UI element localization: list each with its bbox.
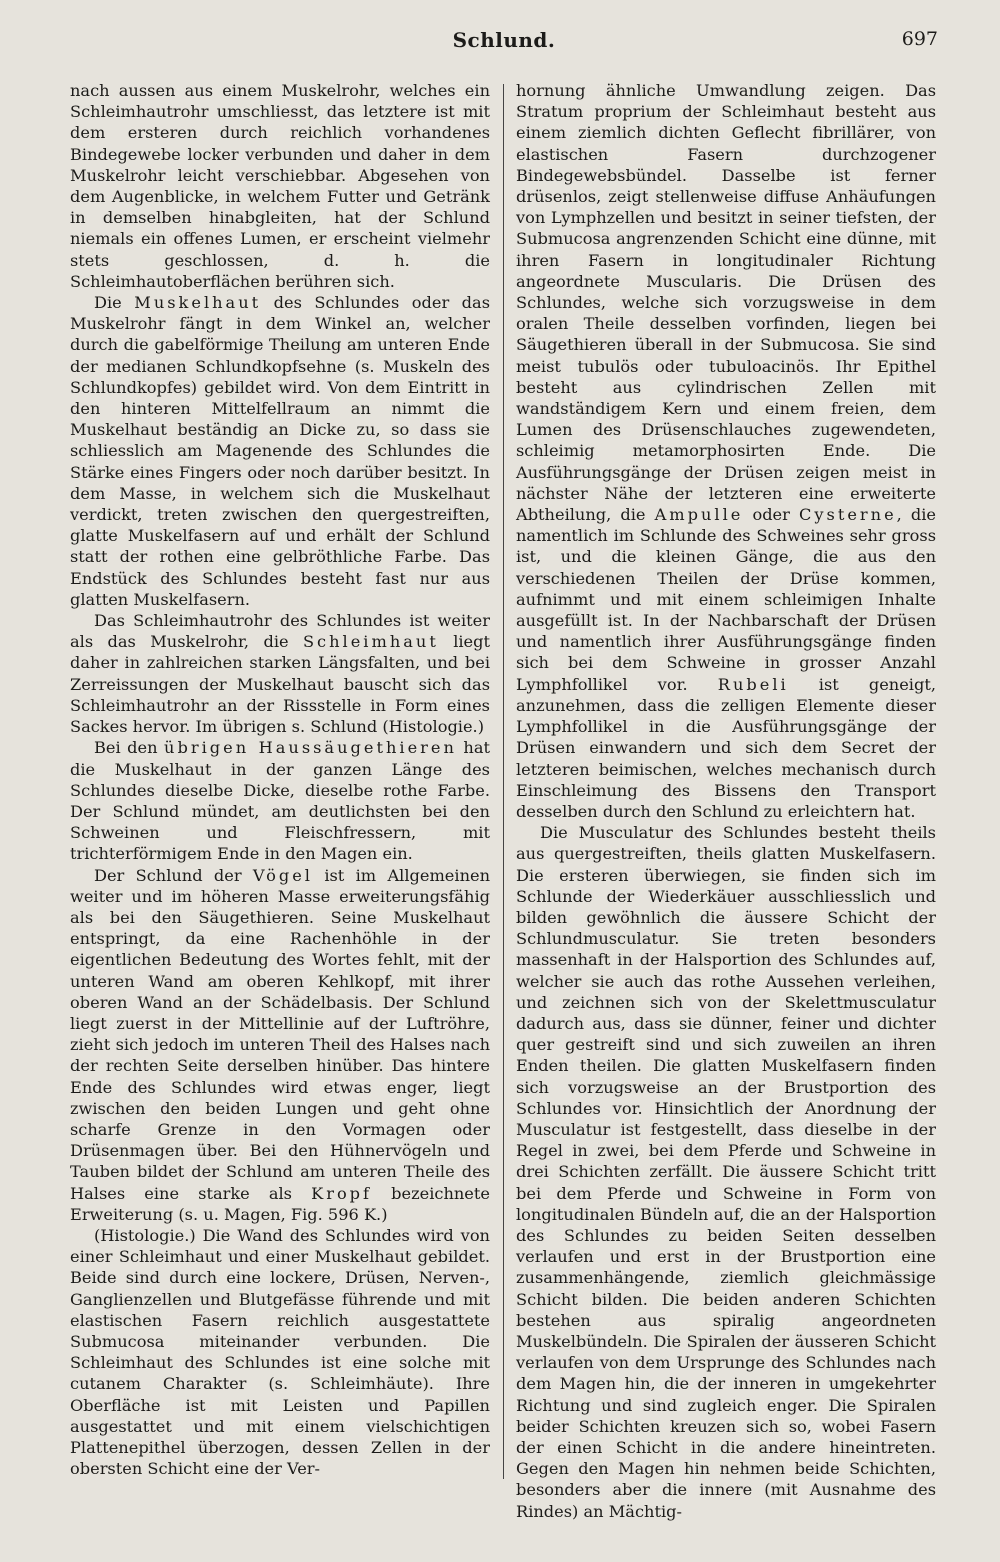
emphasized-term: Kropf [311,1183,373,1203]
column-divider [503,84,504,1479]
emphasized-term: Schleimhaut [302,632,439,652]
emphasized-term: Rubeli [717,674,789,694]
page-number: 697 [901,28,938,50]
paragraph: hornung ähnliche Umwandlung zeigen. Das Stratum proprium der Schleimhaut besteht aus einem ziemlich dichten Geflecht fibrillärer, von elastischen Fasern durchzogener Bindegewebsbündel. Dasselbe ist ferner drüsenlos, zeigt stellenweise diffuse Anhäufungen von Lymphzellen und besitzt in seiner tiefsten, der Submucosa angrenzenden Schicht eine dünne, mit ihren Fasern in longitudinaler Richtung angeordnete Muscularis. Die Drüsen des Schlundes, welche sich vorzugsweise in dem oralen Theile desselben vorfinden, liegen bei Säugethieren überall in der Submucosa. Sie sind meist tubulös oder tubuloacinös. Ihr Epithel besteht aus cylindrischen Zellen mit wandständigem Kern und einem freien, dem Lumen des Drüsenschlauches zugewendeten, schleimig metamorphosirten Ende. Die Ausführungsgänge der Drüsen zeigen meist in nächster Nähe der letzteren eine erweiterte Abtheilung, die Ampulle oder Cysterne, die namentlich im Schlunde des Schweines sehr gross ist, und die kleinen Gänge, die aus den verschiedenen Theilen der Drüse kommen, aufnimmt und mit einem schleimigen Inhalte ausgefüllt ist. In der Nachbarschaft der Drüsen und namentlich ihrer Ausführungsgänge finden sich bei dem Schweine in grosser Anzahl Lymphfollikel vor. Rubeli ist geneigt, anzunehmen, dass die zelligen Elemente dieser Lymphfollikel in die Ausführungsgänge der Drüsen einwandern und sich dem Secret der letzteren beimischen, welches mechanisch durch Einschleimung des Bissens den Transport desselben durch den Schlund zu erleichtern hat. [516,81,937,821]
paragraph: nach aussen aus einem Muskelrohr, welches ein Schleimhautrohr umschliesst, das letztere ist mit dem ersteren durch reichlich vorhandenes Bindegewebe locker verbunden und daher in dem Muskelrohr leicht verschiebbar. Abgesehen von dem Augenblicke, in welchem Futter und Getränk in demselben hinabgleiten, hat der Schlund niemals ein offenes Lumen, er erscheint vielmehr stets geschlossen, d. h. die Schleimhautoberflächen berühren sich. [70,81,490,291]
paragraph: (Histologie.) Die Wand des Schlundes wird von einer Schleimhaut und einer Muskelhaut gebildet. Beide sind durch eine lockere, Drüsen, Nerven-, Ganglienzellen und Blutgefässe führende und mit elastischen Fasern reichlich ausgestattete Submucosa miteinander verbunden. Die Schleimhaut des Schlundes ist eine solche mit cutanem Charakter (s. Schleimhäute). Ihre Oberfläche ist mit Leisten und Papillen ausgestattet und mit einem vielschichtigen Plattenepithel überzogen, dessen Zellen in der obersten Schicht eine der Ver- [70,1225,490,1479]
emphasized-term: übrigen Haussäugethieren [164,738,457,758]
paragraph: Die Muskelhaut des Schlundes oder das Muskelrohr fängt in dem Winkel an, welcher durch die gabelförmige Theilung am unteren Ende der medianen Schlundkopfsehne (s. Muskeln des Schlundkopfes) gebildet wird. Von dem Eintritt in den hinteren Mittelfellraum an nimmt die Muskelhaut beständig an Dicke zu, so dass sie schliesslich am Magenende des Schlundes die Stärke eines Fingers oder noch darüber besitzt. In dem Masse, in welchem sich die Muskelhaut verdickt, treten zwischen den quergestreiften, glatte Muskelfasern auf und erhält der Schlund statt der rothen eine gelbröthliche Farbe. Das Endstück des Schlundes besteht fast nur aus glatten Muskelfasern. [70,293,491,609]
paragraph: Der Schlund der Vögel ist im Allgemeinen weiter und im höheren Masse erweiterungsfähig als bei den Säugethieren. Seine Muskelhaut entspringt, da eine Rachenhöhle in der eigentlichen Bedeutung des Wortes fehlt, mit der unteren Wand am oberen Kehlkopf, mit ihrer oberen Wand an der Schädelbasis. Der Schlund liegt zuerst in der Mittellinie auf der Luftröhre, zieht sich jedoch im unteren Theil des Halses nach der rechten Seite derselben hinüber. Das hintere Ende des Schlundes wird etwas enger, liegt zwischen den beiden Lungen und geht ohne scharfe Grenze in den Vormagen oder Drüsenmagen über. Bei den Hühnervögeln und Tauben bildet der Schlund am unteren Theile des Halses eine starke als Kropf bezeichnete Erweiterung (s. u. Magen, Fig. 596 K.) [70,865,490,1224]
emphasized-term: Muskelhaut [134,293,262,313]
paragraph: Die Musculatur des Schlundes besteht theils aus quergestreiften, theils glatten Muskelfasern. Die ersteren überwiegen, sie finden sich im Schlunde der Wiederkäuer ausschliesslich und bilden gewöhnlich die äussere Schicht der Schlundmusculatur. Sie treten besonders massenhaft in der Halsportion des Schlundes auf, welcher sie auch das rothe Aussehen verleihen, und zeichnen sich von der Skelettmusculatur dadurch aus, dass sie dünner, feiner und dichter quer gestreift sind und sich zuweilen an ihren Enden theilen. Die glatten Muskelfasern finden sich vorzugsweise an der Brustportion des Schlundes vor. Hinsichtlich der Anordnung der Musculatur ist festgestellt, dass dieselbe in der Regel in zwei, bei dem Pferde und Schweine in drei Schichten zerfällt. Die äussere Schicht tritt bei dem Pferde und Schweine in Form von longitudinalen Bündeln auf, die an der Halsportion des Schlundes zu beiden Seiten desselben verlaufen und erst in der Brustportion eine zusammenhängende, ziemlich gleichmässige Schicht bilden. Die beiden anderen Schichten bestehen aus spiralig angeordneten Muskelbündeln. Die Spiralen der äusseren Schicht verlaufen von dem Ursprunge des Schlundes nach dem Magen hin, die der inneren in umgekehrter Richtung und sind zugleich enger. Die Spiralen beider Schichten kreuzen sich so, wobei Fasern der einen Schicht in die andere hineintreten. Gegen den Magen hin nehmen beide Schichten, besonders aber die innere (mit Ausnahme des Rindes) an Mächtig- [516,823,936,1521]
running-title: Schlund. [452,28,556,52]
emphasized-term: Cysterne [798,505,897,525]
paragraph: Das Schleimhautrohr des Schlundes ist weiter als das Muskelrohr, die Schleimhaut liegt daher in zahlreichen starken Längsfalten, und bei Zerreissungen der Muskelhaut bauscht sich das Schleimhautrohr an der Rissstelle in Form eines Sackes hervor. Im übrigen s. Schlund (Histologie.) [70,611,490,737]
paragraph: Bei den übrigen Haussäugethieren hat die Muskelhaut in der ganzen Länge des Schlundes dieselbe Dicke, dieselbe rothe Farbe. Der Schlund mündet, am deutlichsten bei den Schweinen und Fleischfressern, mit trichterförmigem Ende in den Magen ein. [70,738,490,864]
emphasized-term: Ampulle [654,505,744,525]
emphasized-term: Vögel [252,865,313,885]
running-header [70,28,938,58]
left-column [70,80,490,1479]
right-column [516,80,936,1522]
